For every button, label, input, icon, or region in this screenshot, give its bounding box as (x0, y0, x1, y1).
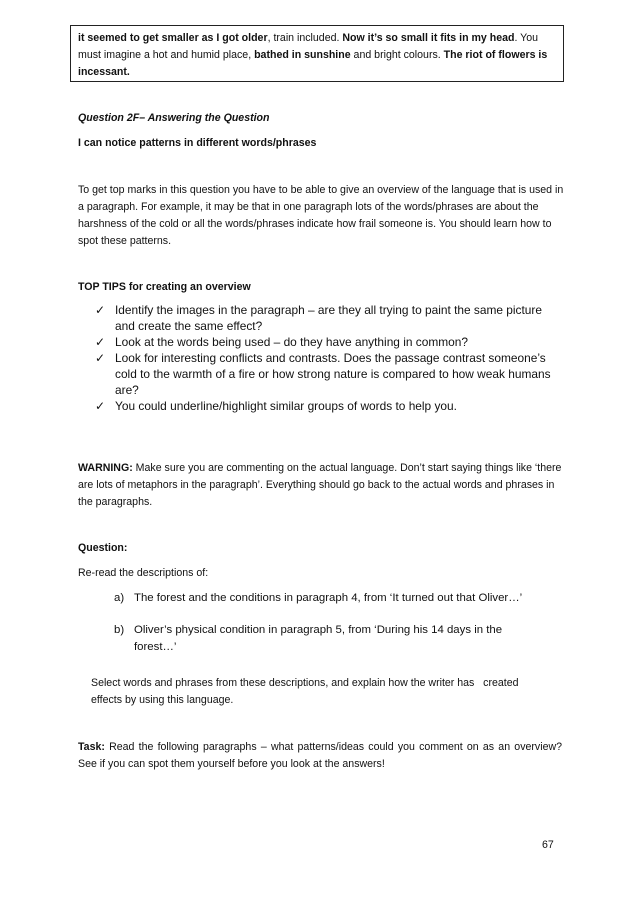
item-text: The forest and the conditions in paragraph 4, from ‘It turned out that Oliver…’ (134, 592, 523, 604)
tip-item (95, 398, 565, 414)
quote-bold-4: The riot of flowers is incessant. (78, 49, 548, 78)
section-subheading: I can notice patterns in different words/phrases (78, 137, 317, 149)
task-label: Task: (78, 741, 105, 753)
reread-text: Re-read the descriptions of: (78, 567, 209, 579)
section-heading: Question 2F– Answering the Question (78, 112, 270, 124)
tip-item (95, 302, 565, 334)
tip-text: Look for interesting conflicts and contrasts. Does the passage contrast someone’s cold to the warmth of a fire or how strong nature is compared to how weak humans are? (115, 351, 551, 397)
quote-text-1: , train included. (267, 32, 343, 44)
tip-item (95, 350, 565, 398)
task-paragraph (78, 739, 562, 773)
quote-bold-2: Now it’s so small it fits in my head (342, 32, 515, 44)
checkmark-icon: ✓ (95, 351, 106, 365)
quote-bold-3: bathed in sunshine (254, 49, 351, 61)
tip-item (95, 334, 565, 350)
tip-text: You could underline/highlight similar groups of words to help you. (115, 399, 457, 413)
item-marker: a) (114, 592, 125, 604)
page-number: 67 (542, 839, 554, 851)
tip-text: Look at the words being used – do they have anything in common? (115, 335, 468, 349)
quote-bold-1: it seemed to get smaller as I got older (78, 32, 268, 44)
tips-heading: TOP TIPS for creating an overview (78, 281, 251, 293)
warning-label: WARNING: (78, 462, 133, 474)
question-item-b (114, 622, 524, 655)
tips-list (95, 302, 565, 414)
item-text: Oliver’s physical condition in paragraph 5, from ‘During his 14 days in the forest…’ (134, 624, 503, 653)
intro-paragraph: To get top marks in this question you have to be able to give an overview of the language that is used in a paragraph. For example, it may be that in one paragraph lots of the words/phrases are about the harshness of the cold or all the words/phrases indicate how frail someone is. You should learn how to spot these patterns. (78, 184, 564, 247)
checkmark-icon: ✓ (95, 399, 106, 413)
instruction-text: Select words and phrases from these descriptions, and explain how the writer has created effects by using this language. (91, 677, 522, 706)
task-text: Read the following paragraphs – what patterns/ideas could you comment on as an overview? See if you can spot them yourself before you look at the answers! (78, 741, 562, 770)
quote-text-2: . You must imagine a hot and humid place, (78, 32, 539, 61)
quote-text-3: and bright colours. (350, 49, 444, 61)
tip-text: Identify the images in the paragraph – are they all trying to paint the same picture and create the same effect? (115, 303, 542, 333)
quote-box (70, 25, 564, 82)
warning-paragraph (78, 460, 566, 511)
item-marker: b) (114, 624, 125, 636)
warning-text: Make sure you are commenting on the actual language. Don’t start saying things like ‘there are lots of metaphors in the paragraph’. Everything should go back to the actual words and phrases in the paragraphs. (78, 462, 562, 508)
checkmark-icon: ✓ (95, 303, 106, 317)
checkmark-icon: ✓ (95, 335, 106, 349)
question-label: Question: (78, 542, 128, 554)
question-item-a (114, 590, 574, 607)
